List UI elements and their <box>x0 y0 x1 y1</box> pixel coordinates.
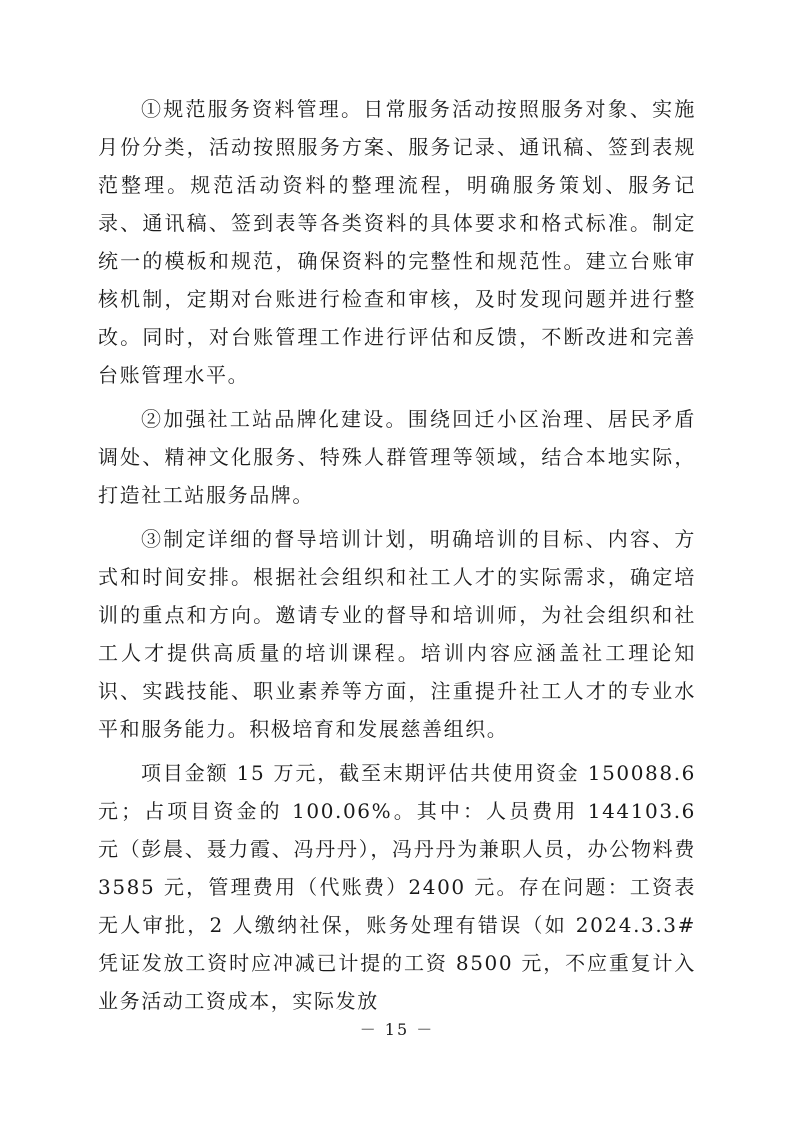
paragraph-branding: ②加强社工站品牌化建设。围绕回迁小区治理、居民矛盾调处、精神文化服务、特殊人群管理等领域，结合本地实际，打造社工站服务品牌。 <box>98 407 696 507</box>
page-number: － 15 － <box>359 1020 435 1039</box>
body-text <box>98 90 696 1026</box>
paragraph-standardize-materials: ①规范服务资料管理。日常服务活动按照服务对象、实施月份分类，活动按照服务方案、服务记录、通讯稿、签到表规范整理。规范活动资料的整理流程，明确服务策划、服务记录、通讯稿、签到表等各类资料的具体要求和格式标准。制定统一的模板和规范，确保资料的完整性和规范性。建立台账审核机制，定期对台账进行检查和审核，及时发现问题并进行整改。同时，对台账管理工作进行评估和反馈，不断改进和完善台账管理水平。 <box>98 97 696 387</box>
paragraph-project-funds: 项目金额 15 万元，截至末期评估共使用资金 150088.6 元；占项目资金的 100.06%。其中：人员费用 144103.6 元（彭晨、聂力霞、冯丹丹），冯丹丹为兼职人员，办公物料费 3585 元，管理费用（代账费）2400 元。存在问题：工资表无人审批，2 人缴纳社保，账务处理有错误（如 2024.3.3#凭证发放工资时应冲减已计提的工资 8500 元，不应重复计入业务活动工资成本，实际发放 <box>98 761 696 1013</box>
paragraph-training-plan: ③制定详细的督导培训计划，明确培训的目标、内容、方式和时间安排。根据社会组织和社工人才的实际需求，确定培训的重点和方向。邀请专业的督导和培训师，为社会组织和社工人才提供高质量的培训课程。培训内容应涵盖社工理论知识、实践技能、职业素养等方面，注重提升社工人才的专业水平和服务能力。积极培育和发展慈善组织。 <box>98 527 696 741</box>
